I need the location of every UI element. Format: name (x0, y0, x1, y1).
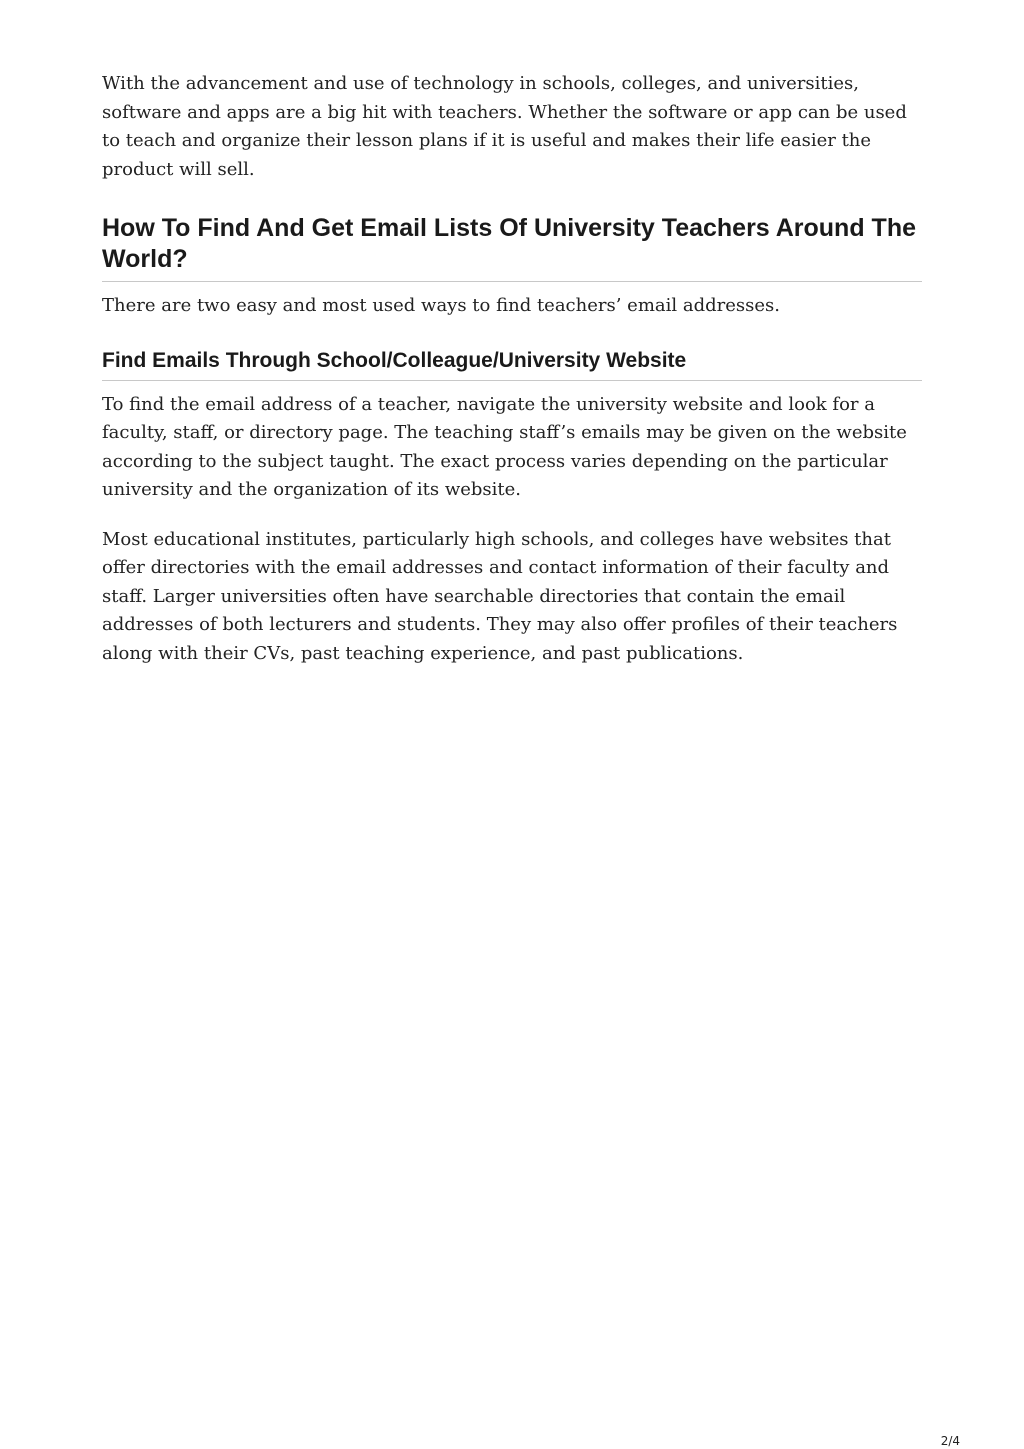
main-heading: How To Find And Get Email Lists Of University Teachers Around The World? (102, 213, 922, 282)
main-heading-section (102, 213, 922, 282)
document-page (102, 70, 922, 668)
two-ways-paragraph: There are two easy and most used ways to find teachers’ email addresses. (102, 295, 780, 316)
navigate-website-paragraph: To find the email address of a teacher, navigate the university website and look for a faculty, staff, or directory page. The teaching staff’s emails may be given on the website according to the subject taught. The exact process varies depending on the particular university and the organization of its website. (102, 393, 907, 500)
page-number: 2/4 (940, 1434, 960, 1448)
directories-paragraph: Most educational institutes, particularly high schools, and colleges have websites that offer directories with the email addresses and contact information of their faculty and staff. Larger universities often have searchable directories that contain the email addresses of both lecturers and students. They may also offer profiles of their teachers along with their CVs, past teaching experience, and past publications. (102, 528, 898, 664)
sub-heading-section (102, 348, 922, 381)
sub-heading: Find Emails Through School/Colleague/University Website (102, 348, 922, 381)
intro-paragraph: With the advancement and use of technology in schools, colleges, and universities, software and apps are a big hit with teachers. Whether the software or app can be used to teach and organize their lesson plans if it is useful and makes their life easier the product will sell. (102, 73, 907, 180)
